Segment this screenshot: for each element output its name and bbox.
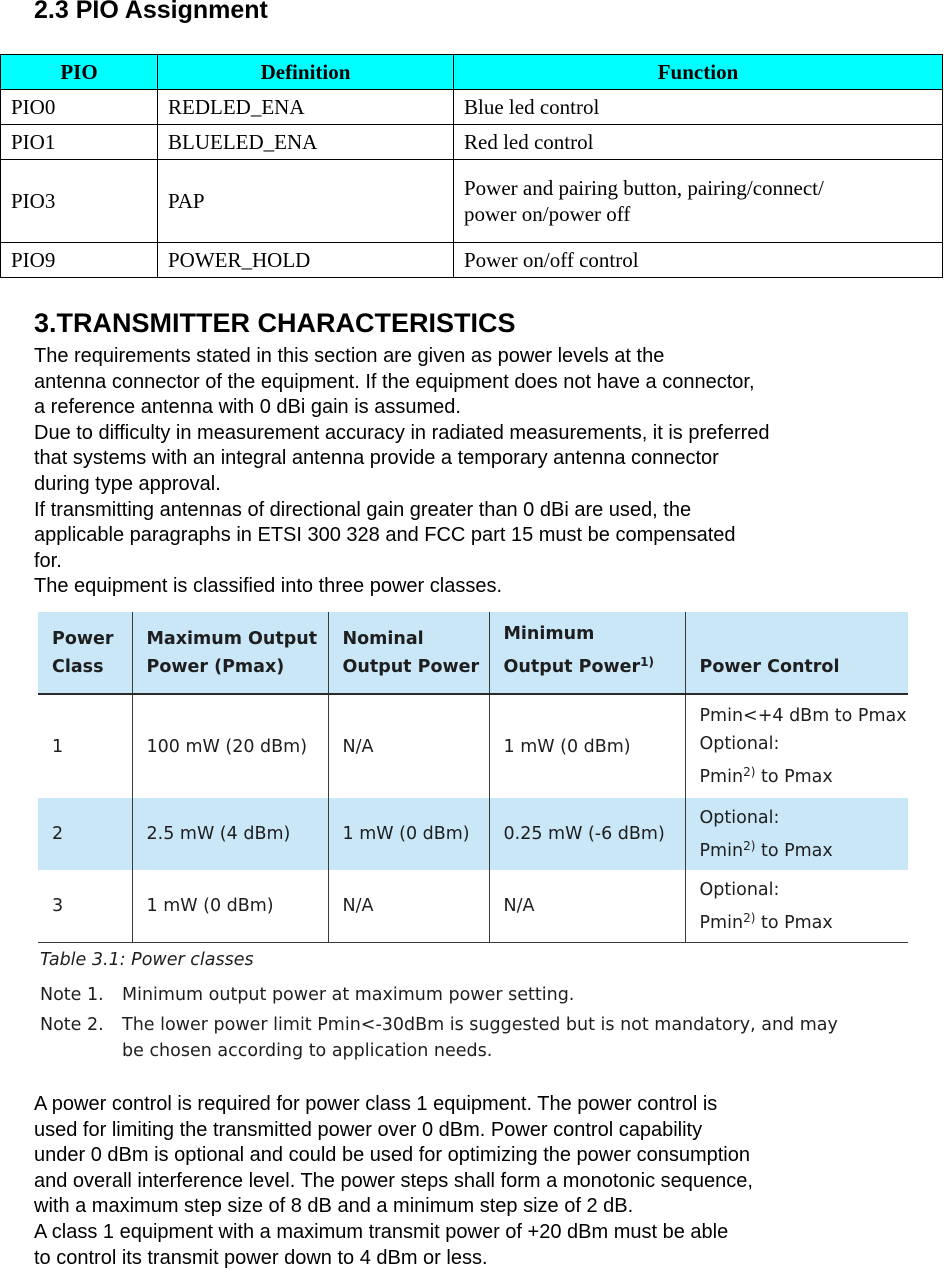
definition-cell: BLUELED_ENA bbox=[158, 125, 454, 160]
table-row bbox=[38, 870, 908, 943]
power-class-header bbox=[38, 612, 132, 694]
footnote-marker: 2) bbox=[743, 765, 756, 779]
power-classes-table bbox=[38, 612, 908, 943]
paragraph-line: during type approval. bbox=[34, 472, 221, 495]
min-output-header bbox=[489, 612, 685, 694]
header-line: Power (Pmax) bbox=[146, 657, 285, 677]
paragraph-line: and overall interference level. The power steps shall form a monotonic sequence, bbox=[34, 1169, 753, 1192]
function-cell bbox=[454, 160, 943, 243]
paragraph-line: to control its transmit power down to 4 dBm or less. bbox=[34, 1246, 488, 1269]
function-cell: Blue led control bbox=[454, 90, 943, 125]
note-text: The lower power limit Pmin<-30dBm is suggested but is not mandatory, and may bbox=[122, 1015, 838, 1035]
min-output-cell: 1 mW (0 dBm) bbox=[489, 694, 685, 798]
power-control-header bbox=[685, 612, 908, 694]
pmax-text: to Pmax bbox=[755, 840, 833, 861]
header-text: Output Power bbox=[503, 657, 641, 677]
power-table-header-row bbox=[38, 612, 908, 694]
nominal-output-cell: N/A bbox=[328, 694, 489, 798]
function-cell: Power on/off control bbox=[454, 243, 943, 278]
table-row bbox=[1, 160, 943, 243]
power-classes-figure bbox=[34, 612, 908, 1062]
paragraph-line: Due to difficulty in measurement accuracy in radiated measurements, it is preferred bbox=[34, 421, 770, 444]
table-caption: Table 3.1: Power classes bbox=[40, 950, 254, 970]
transmitter-section-title: 3.TRANSMITTER CHARACTERISTICS bbox=[34, 308, 516, 338]
paragraph-line: If transmitting antennas of directional gain greater than 0 dBi are used, the bbox=[34, 498, 692, 521]
control-line: Optional: bbox=[699, 807, 780, 828]
requirements-paragraph bbox=[34, 344, 770, 600]
pio-cell: PIO1 bbox=[1, 125, 158, 160]
header-line: Maximum Output bbox=[146, 629, 318, 649]
pmin-text: Pmin bbox=[699, 912, 744, 933]
footnote-marker: 2) bbox=[743, 910, 756, 925]
table-row bbox=[1, 125, 943, 160]
pio-cell: PIO3 bbox=[1, 160, 158, 243]
nominal-output-header bbox=[328, 612, 489, 694]
note-text: Minimum output power at maximum power setting. bbox=[122, 985, 575, 1005]
header-line: Power Control bbox=[699, 657, 840, 677]
function-line: Power and pairing button, pairing/connect/ bbox=[464, 176, 824, 200]
power-class-cell: 2 bbox=[38, 798, 132, 870]
definition-cell: POWER_HOLD bbox=[158, 243, 454, 278]
power-class-cell: 3 bbox=[38, 870, 132, 943]
nominal-output-cell: N/A bbox=[328, 870, 489, 943]
pmax-text: to Pmax bbox=[755, 912, 833, 933]
min-output-cell: N/A bbox=[489, 870, 685, 943]
power-class-cell: 1 bbox=[38, 694, 132, 798]
min-output-cell: 0.25 mW (-6 dBm) bbox=[489, 798, 685, 870]
pio-cell: PIO0 bbox=[1, 90, 158, 125]
nominal-output-cell: 1 mW (0 dBm) bbox=[328, 798, 489, 870]
control-line: Pmin<+4 dBm to Pmax bbox=[699, 706, 907, 726]
note-label: Note 1. bbox=[40, 985, 104, 1005]
function-cell: Red led control bbox=[454, 125, 943, 160]
control-line bbox=[700, 904, 909, 937]
table-row bbox=[1, 90, 943, 125]
paragraph-line: A class 1 equipment with a maximum transmit power of +20 dBm must be able bbox=[34, 1220, 729, 1243]
max-output-header bbox=[132, 612, 328, 694]
paragraph-line: under 0 dBm is optional and could be used for optimizing the power consumption bbox=[34, 1144, 750, 1167]
header-line bbox=[504, 648, 685, 681]
paragraph-line: applicable paragraphs in ETSI 300 328 and FCC part 15 must be compensated bbox=[34, 524, 736, 547]
power-control-paragraph bbox=[34, 1092, 753, 1271]
note-2 bbox=[40, 1012, 838, 1064]
pio-section-heading: 2.3 PIO Assignment bbox=[34, 0, 268, 24]
paragraph-line: a reference antenna with 0 dBi gain is assumed. bbox=[34, 396, 461, 419]
pio-assignment-table bbox=[0, 54, 943, 278]
note-text: be chosen according to application needs. bbox=[122, 1041, 493, 1061]
control-line: Optional: bbox=[699, 734, 780, 754]
pmin-text: Pmin bbox=[699, 840, 744, 861]
footnote-marker: 2) bbox=[743, 838, 756, 853]
max-output-cell: 100 mW (20 dBm) bbox=[132, 694, 328, 798]
definition-cell: REDLED_ENA bbox=[158, 90, 454, 125]
header-line: Output Power bbox=[342, 657, 480, 677]
paragraph-line: The equipment is classified into three power classes. bbox=[34, 575, 503, 598]
paragraph-line: that systems with an integral antenna provide a temporary antenna connector bbox=[34, 447, 719, 470]
paragraph-line: antenna connector of the equipment. If the equipment does not have a connector, bbox=[34, 370, 755, 393]
note-1 bbox=[40, 982, 574, 1008]
definition-column-header: Definition bbox=[158, 55, 454, 90]
function-line: power on/power off bbox=[464, 202, 631, 226]
paragraph-line: The requirements stated in this section are given as power levels at the bbox=[34, 345, 665, 367]
header-line: Nominal bbox=[342, 629, 424, 649]
power-control-cell bbox=[685, 798, 908, 870]
control-line: Optional: bbox=[699, 879, 780, 900]
pio-table-header-row bbox=[1, 55, 943, 90]
power-control-cell bbox=[685, 694, 908, 798]
pio-column-header: PIO bbox=[1, 55, 158, 90]
paragraph-line: for. bbox=[34, 549, 62, 572]
control-line bbox=[700, 832, 909, 865]
control-line bbox=[700, 758, 909, 791]
max-output-cell: 2.5 mW (4 dBm) bbox=[132, 798, 328, 870]
paragraph-line: A power control is required for power class 1 equipment. The power control is bbox=[34, 1093, 718, 1115]
table-row bbox=[1, 243, 943, 278]
function-column-header: Function bbox=[454, 55, 943, 90]
table-row bbox=[38, 798, 908, 870]
paragraph-line: with a maximum step size of 8 dB and a minimum step size of 2 dB. bbox=[34, 1195, 634, 1218]
table-row bbox=[38, 694, 908, 798]
max-output-cell: 1 mW (0 dBm) bbox=[132, 870, 328, 943]
footnote-marker: 1) bbox=[640, 655, 655, 669]
pmin-text: Pmin bbox=[699, 767, 744, 787]
pmax-text: to Pmax bbox=[755, 767, 833, 787]
pio-cell: PIO9 bbox=[1, 243, 158, 278]
definition-cell: PAP bbox=[158, 160, 454, 243]
paragraph-line: used for limiting the transmitted power over 0 dBm. Power control capability bbox=[34, 1118, 703, 1141]
note-label: Note 2. bbox=[40, 1015, 104, 1035]
header-line: Power bbox=[52, 629, 114, 649]
header-line: Minimum bbox=[503, 624, 595, 644]
power-control-cell bbox=[685, 870, 908, 943]
header-line: Class bbox=[52, 657, 104, 677]
